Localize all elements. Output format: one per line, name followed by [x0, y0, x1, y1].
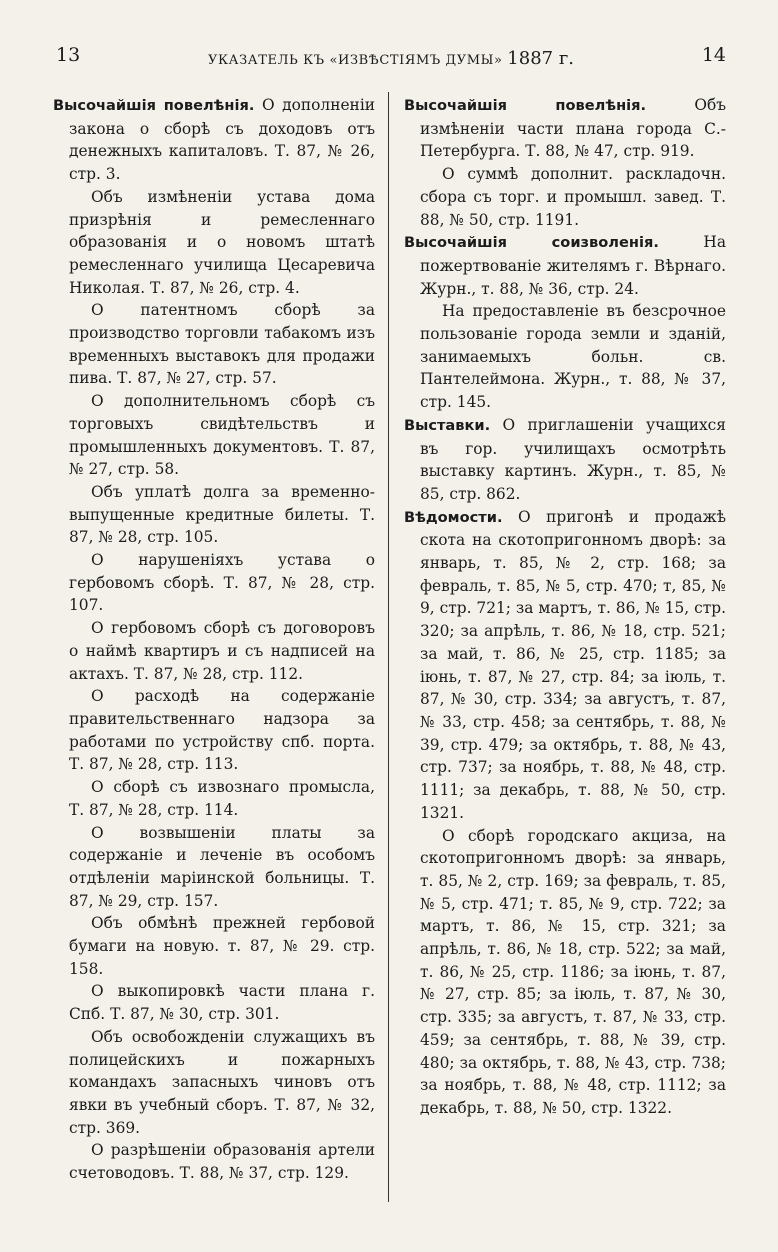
left-column-entry	[69, 390, 375, 481]
right-column	[404, 94, 726, 1120]
entry-text: Объ измѣненіи части плана города С.-Петербурга. Т. 88, № 47, стр. 919.	[420, 96, 726, 161]
right-column-entry	[420, 163, 726, 231]
entry-text: О патентномъ сборѣ за производство торговли табакомъ изъ временныхъ выставокъ для продажи пива. Т. 87, № 27, стр. 57.	[69, 301, 375, 388]
page-number-left: 13	[56, 44, 81, 66]
right-column-entry	[420, 825, 726, 1120]
left-column-entry	[69, 549, 375, 617]
right-column-entry	[404, 94, 726, 163]
right-column-entry	[420, 300, 726, 414]
entry-heading: Выставки.	[404, 416, 491, 434]
left-column-entry	[69, 980, 375, 1025]
entry-text: Объ уплатѣ долга за временно-выпущенные кредитные билеты. Т. 87, № 28, стр. 105.	[69, 482, 375, 547]
left-column-entry	[69, 685, 375, 776]
entry-heading: Высочайшія соизволенія.	[404, 234, 659, 252]
entry-text: О сборѣ съ извознаго промысла, Т. 87, № 28, стр. 114.	[69, 778, 375, 819]
left-column-entry	[69, 299, 375, 390]
page-header	[56, 44, 726, 74]
right-column-entry	[404, 231, 726, 300]
left-column-entry	[69, 186, 375, 300]
entry-text: О приглашеніи учащихся въ гор. училищахъ осмотрѣть выставку картинъ. Журн., т. 85, № 85, стр. 862.	[420, 415, 726, 503]
running-title-year: 1887 г.	[507, 48, 574, 69]
entry-text: О разрѣшеніи образованія артели счетоводовъ. Т. 88, № 37, стр. 129.	[69, 1141, 375, 1183]
column-divider	[388, 92, 389, 1202]
page-number-right: 14	[701, 44, 726, 66]
right-column-entry	[404, 414, 726, 506]
entry-heading: Высочайшія повелѣнія.	[53, 97, 255, 114]
running-title-main: УКАЗАТЕЛЬ КЪ «ИЗВѢСТІЯМЪ ДУМЫ»	[208, 53, 503, 68]
left-column-entry	[69, 1026, 375, 1140]
left-column	[53, 94, 375, 1185]
entry-text: О пригонѣ и продажѣ скота на скотопригонномъ дворѣ: за январь, т. 85, № 2, стр. 168; за февраль, т. 85, № 5, стр. 470; т, 85, № 9, стр. 721; за мартъ, т. 86, № 15, стр. 320; за апрѣль, т. 86, № 18, стр. 521; за май, т. 86, № 25, стр. 1185; за іюнь, т. 87, № 27, стр. 84; за іюль, т. 87, № 30, стр. 334; за августъ, т. 87, № 33, стр. 458; за сентябрь, т. 88, № 39, стр. 479; за октябрь, т. 88, № 43, стр. 737; за ноябрь, т. 88, № 48, стр. 1111; за декабрь, т. 88, № 50, стр. 1321.	[420, 507, 726, 822]
left-column-entry	[69, 481, 375, 549]
entry-text: О гербовомъ сборѣ съ договоровъ о наймѣ квартиръ и съ надписей на актахъ. Т. 87, № 28, стр. 112.	[69, 619, 375, 683]
entry-heading: Вѣдомости.	[404, 508, 503, 526]
entry-text: О дополненіи закона о сборѣ съ доходовъ отъ денежныхъ капиталовъ. Т. 87, № 26, стр. 3.	[69, 96, 375, 184]
running-title	[56, 48, 726, 69]
left-column-entry	[69, 822, 375, 913]
right-column-entry	[404, 506, 726, 825]
left-column-entry	[69, 776, 375, 821]
entry-text: О сборѣ городскаго акциза, на скотопригонномъ дворѣ: за январь, т. 85, № 2, стр. 169; за февраль, т. 85, № 5, стр. 471; т. 85, № 9, стр. 722; за мартъ, т. 86, № 15, стр. 321; за апрѣль, т. 86, № 18, стр. 522; за май, т. 86, № 25, стр. 1186; за іюнь, т. 87, № 27, стр. 85; за іюль, т. 87, № 30, стр. 335; за августъ, т. 87, № 33, стр. 459; за сентябрь, т. 88, № 39, стр. 480; за октябрь, т. 88, № 43, стр. 738; за ноябрь, т. 88, № 48, стр. 1112; за декабрь, т. 88, № 50, стр. 1322.	[420, 826, 726, 1117]
entry-text: О дополнительномъ сборѣ съ торговыхъ свидѣтельствъ и промышленныхъ документовъ. Т. 87, № 27, стр. 58.	[69, 392, 375, 479]
left-column-entry	[69, 1139, 375, 1184]
entry-text: О расходѣ на содержаніе правительственнаго надзора за работами по устройству спб. порта. Т. 87, № 28, стр. 113.	[69, 687, 375, 774]
entry-text: Объ освобожденіи служащихъ въ полицейскихъ и пожарныхъ командахъ запасныхъ чиновъ отъ явки въ учебный сборъ. Т. 87, № 32, стр. 369.	[69, 1027, 375, 1137]
left-column-entry	[69, 617, 375, 685]
entry-text: О возвышеніи платы за содержаніе и леченіе въ особомъ отдѣленіи маріинской больницы. Т. 87, № 29, стр. 157.	[69, 823, 375, 910]
entry-heading: Высочайшія повелѣнія.	[404, 97, 647, 114]
left-column-entry	[53, 94, 375, 186]
entry-text: О суммѣ дополнит. раскладочн. сбора съ торг. и промышл. завед. Т. 88, № 50, стр. 1191.	[420, 165, 726, 229]
entry-text: На предоставленіе въ безсрочное пользованіе города земли и зданій, занимаемыхъ больн. св. Пантелеймона. Журн., т. 88, № 37, стр. 145.	[420, 302, 726, 412]
entry-text: Объ измѣненіи устава дома призрѣнія и ремесленнаго образованія и о новомъ штатѣ ремесленнаго училища Цесаревича Николая. Т. 87, № 26, стр. 4.	[69, 187, 375, 297]
entry-text: О нарушеніяхъ устава о гербовомъ сборѣ. Т. 87, № 28, стр. 107.	[69, 551, 375, 615]
entry-text: На пожертвованіе жителямъ г. Вѣрнаго. Журн., т. 88, № 36, стр. 24.	[420, 233, 726, 298]
entry-text: О выкопировкѣ части плана г. Спб. Т. 87, № 30, стр. 301.	[69, 982, 375, 1024]
left-column-entry	[69, 912, 375, 980]
entry-text: Объ обмѣнѣ прежней гербовой бумаги на новую. т. 87, № 29. стр. 158.	[69, 914, 375, 978]
